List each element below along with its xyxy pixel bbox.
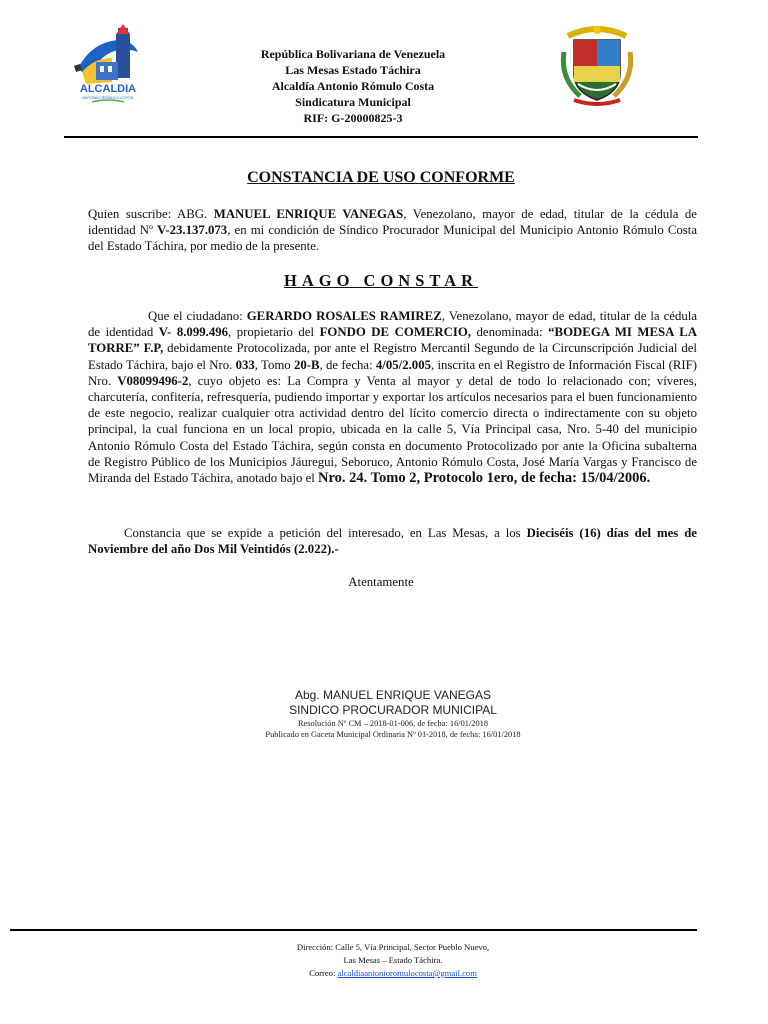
- signature-resolution: Resolución Nº CM – 2018-01-006, de fecha: 16/01/2018: [297, 719, 489, 728]
- body-paragraph: Que el ciudadano: GERARDO ROSALES RAMIREZ, Venezolano, mayor de edad, titular de la cédula de identidad V- 8.099.496, propietario del FONDO DE COMERCIO, denominada: “BODEGA MI MESA LA TORRE” F.P, debidamente Protocolizada, por ante el Registro Mercantil Segundo de la Circunscripción Judicial del Estado Táchira, bajo el Nro. 033, Tomo 20-B, de fecha: 4/05/2.005, inscrita en el Registro de Información Fiscal (RIF) Nro. V08099496-2, cuyo objeto es: La Compra y Venta al mayor y detal de todo lo relacionado con; víveres, charcutería, confitería, refresquería, pudiendo importar y exportar los artículos necesarios para el buen funcionamiento de este negocio, realizar cualquier otra actividad dentro del lícito comercio directa o indirectamente con su objeto principal, la cual funciona en un local propio, ubicada en la calle 5, Vía Principal casa, Nro. 5-40 del municipio Antonio Rómulo Costa del Estado Táchira, según consta en documento Protocolizado por ante la Oficina subalterna de Registro Público de los Municipios Jáuregui, Seboruco, Antonio Rómulo Costa, José María Vargas y Francisco de Miranda del Estado Táchira, anotado bajo el Nro. 24. Tomo 2, Protocolo 1ero, de fecha: 15/04/2006.: [88, 309, 698, 487]
- footer: [200, 941, 586, 980]
- citizen-id: V- 8.099.496: [158, 325, 229, 340]
- signature-role: SINDICO PROCURADOR MUNICIPAL: [289, 703, 497, 717]
- header-line-rif: RIF: G-20000825-3: [303, 111, 403, 125]
- footer-address: Dirección: Calle 5, Vía Principal, Sector Pueblo Nuevo,: [296, 942, 490, 952]
- signatory-id: V-23.137.073: [157, 223, 228, 238]
- signature-block: [160, 688, 626, 740]
- alcaldia-logo: [72, 24, 144, 104]
- letterhead: [200, 46, 506, 126]
- issuance-date: Dieciséis (16) días del mes de Noviembre del año Dos Mil Veintidós (2.022).-: [88, 526, 697, 557]
- signature-name: Abg. MANUEL ENRIQUE VANEGAS: [294, 688, 492, 702]
- municipal-coat-of-arms-icon: [560, 22, 634, 106]
- closing-text: Atentamente: [348, 575, 414, 589]
- header-line-sindicatura: Sindicatura Municipal: [295, 95, 411, 109]
- footer-divider: [10, 929, 697, 931]
- header-line-country: República Bolivariana de Venezuela: [260, 47, 446, 61]
- business-name: “BODEGA MI MESA LA TORRE” F.P,: [88, 325, 697, 356]
- logo-left-text: ALCALDIA: [79, 83, 137, 95]
- signature-gazette: Publicado en Gaceta Municipal Ordinaria Nº 01-2018, de fecha: 16/01/2018: [265, 730, 521, 739]
- document-title: CONSTANCIA DE USO CONFORME: [247, 169, 515, 186]
- business-rif: V08099496-2: [117, 373, 189, 388]
- issuance-paragraph: Constancia que se expide a petición del interesado, en Las Mesas, a los Dieciséis (16) días del mes de Noviembre del año Dos Mil Veintidós (2.022).-: [88, 526, 697, 557]
- header-divider: [64, 136, 698, 138]
- footer-email-line: Correo: alcaldiaantonioromulocosta@gmail.com: [309, 968, 477, 978]
- hago-constar-heading: HAGO CONSTAR: [284, 271, 478, 290]
- header-line-city: Las Mesas Estado Táchira: [285, 63, 421, 77]
- logo-left-subtext: ANTONIO RÓMULO COSTA: [82, 95, 134, 100]
- signatory-name: MANUEL ENRIQUE VANEGAS: [213, 207, 404, 221]
- citizen-name: GERARDO ROSALES RAMIREZ: [246, 309, 442, 323]
- footer-city: Las Mesas – Estado Táchira.: [343, 955, 443, 965]
- registry-reference: Nro. 24. Tomo 2, Protocolo 1ero, de fecha: 15/04/2006.: [318, 470, 651, 487]
- intro-paragraph: Quien suscribe: ABG. MANUEL ENRIQUE VANEGAS, Venezolano, mayor de edad, titular de la cédula de identidad Nº V-23.137.073, en mi condición de Síndico Procurador Municipal del Municipio Antonio Rómulo Costa del Estado Táchira, por medio de la presente.: [88, 207, 698, 254]
- footer-email-link[interactable]: alcaldiaantonioromulocosta@gmail.com: [337, 968, 477, 978]
- header-line-alcaldia: Alcaldía Antonio Rómulo Costa: [271, 79, 435, 93]
